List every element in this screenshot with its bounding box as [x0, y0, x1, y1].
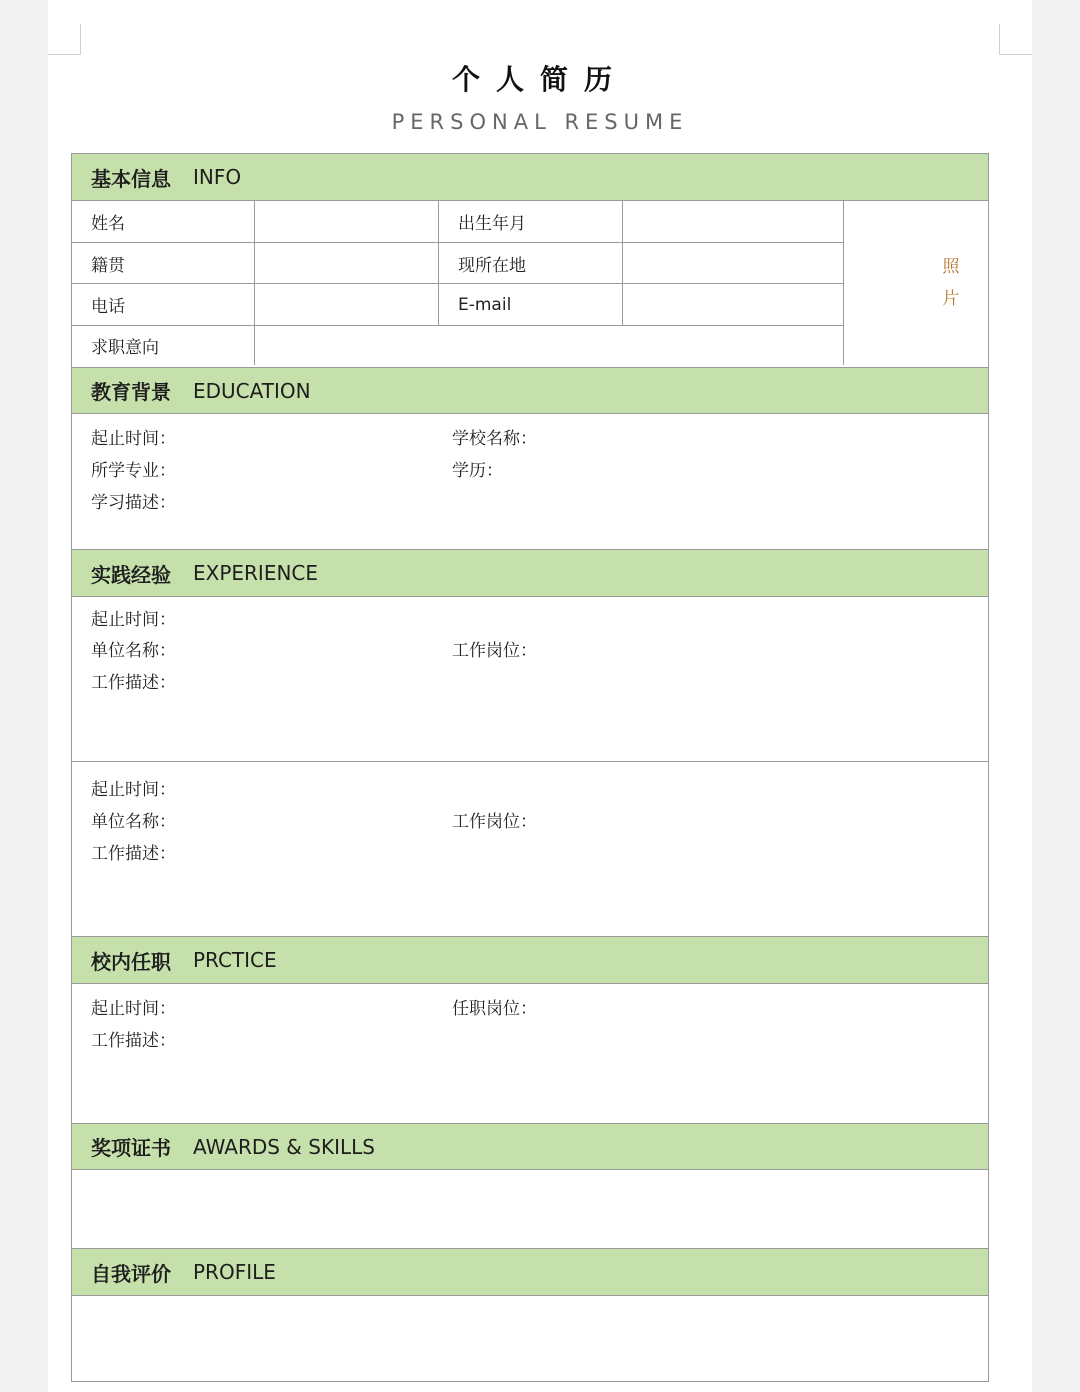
practice-position-label: 任职岗位： [452, 999, 537, 1019]
exp-position-label: 工作岗位： [452, 641, 537, 661]
phone-label: 电话 [91, 297, 125, 317]
exp-desc-label: 工作描述： [91, 673, 176, 693]
edu-degree-label: 学历： [452, 461, 503, 481]
section-title-en: AWARDS & SKILLS [193, 1134, 375, 1159]
section-title-cn: 教育背景 [91, 380, 171, 404]
photo-text: 照 [942, 257, 960, 277]
section-header-profile [72, 1248, 988, 1296]
profile-content-area[interactable] [72, 1296, 988, 1381]
section-header-experience [72, 549, 988, 597]
section-title-en: PROFILE [193, 1260, 276, 1284]
origin-label: 籍贯 [91, 255, 125, 276]
page-corner-mark-right [999, 24, 1032, 55]
name-value-field[interactable] [255, 201, 438, 242]
resume-page [48, 0, 1032, 1392]
exp-position-label: 工作岗位： [452, 812, 537, 832]
section-title-en: EDUCATION [193, 378, 311, 403]
exp-period-label: 起止时间： [91, 780, 176, 800]
birth-value-field[interactable] [623, 201, 843, 242]
experience-entry-divider [72, 761, 988, 762]
location-label: 现所在地 [458, 255, 526, 276]
edu-major-label: 所学专业： [91, 461, 176, 481]
section-title-cn: 奖项证书 [91, 1136, 171, 1160]
resume-table [71, 153, 989, 1382]
email-label: E-mail [458, 294, 512, 315]
page-corner-mark-left [48, 24, 81, 55]
section-title-cn: 基本信息 [91, 166, 171, 191]
intent-value-field[interactable] [255, 326, 843, 365]
awards-content-area[interactable] [72, 1170, 988, 1248]
section-header-awards [72, 1123, 988, 1170]
edu-desc-label: 学习描述： [91, 493, 176, 513]
photo-placeholder[interactable] [914, 201, 988, 365]
section-title-cn: 实践经验 [91, 562, 171, 587]
location-value-field[interactable] [623, 243, 843, 283]
section-header-info [72, 154, 988, 201]
section-title-en: INFO [193, 165, 242, 189]
section-title-en: PRCTICE [193, 948, 277, 972]
section-title-cn: 自我评价 [91, 1261, 171, 1286]
exp-period-label: 起止时间： [91, 610, 176, 630]
birth-label: 出生年月 [458, 214, 526, 234]
email-value-field[interactable] [623, 284, 843, 325]
edu-school-label: 学校名称： [452, 429, 537, 449]
section-header-practice [72, 936, 988, 984]
section-title-en: EXPERIENCE [193, 561, 319, 585]
resume-subtitle: PERSONAL RESUME [391, 110, 689, 134]
practice-period-label: 起止时间： [91, 999, 176, 1019]
phone-value-field[interactable] [255, 284, 438, 325]
intent-label: 求职意向 [91, 338, 159, 358]
photo-text: 片 [942, 289, 960, 309]
practice-desc-label: 工作描述： [91, 1031, 176, 1051]
exp-desc-label: 工作描述： [91, 844, 176, 864]
section-header-education [72, 367, 988, 414]
exp-company-label: 单位名称： [91, 641, 176, 661]
resume-title: 个人简历 [451, 63, 628, 96]
exp-company-label: 单位名称： [91, 812, 176, 832]
section-title-cn: 校内任职 [91, 949, 171, 974]
name-label: 姓名 [91, 214, 125, 234]
info-col-divider [843, 201, 844, 365]
edu-period-label: 起止时间： [91, 429, 176, 449]
origin-value-field[interactable] [255, 243, 438, 283]
